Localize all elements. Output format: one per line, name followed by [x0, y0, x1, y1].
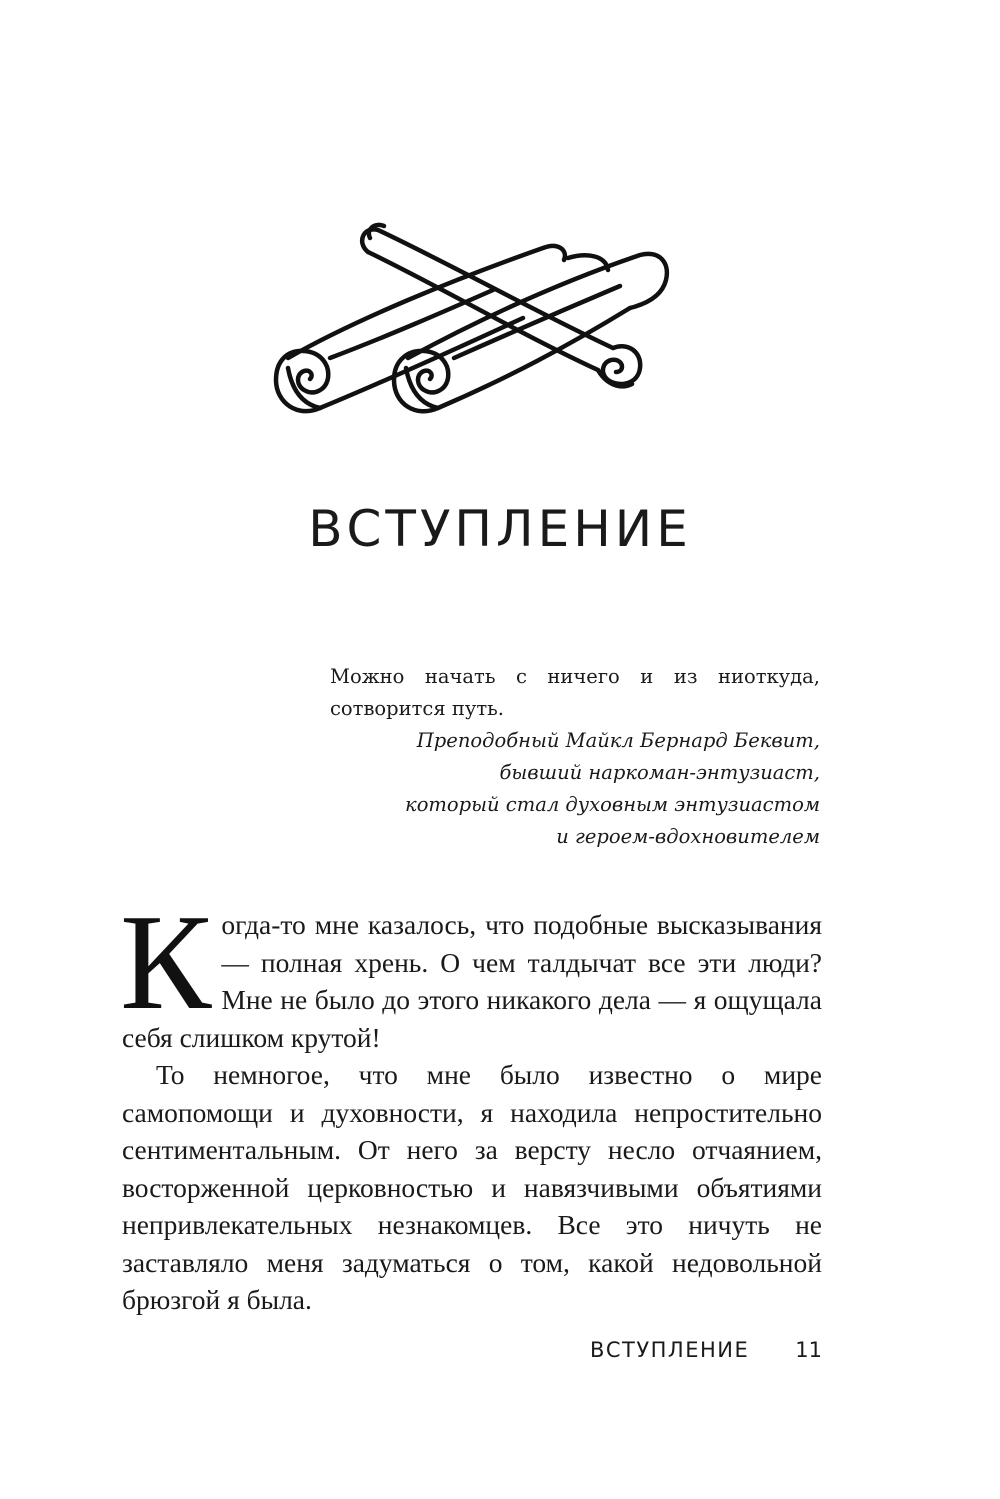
epigraph-attribution-line: Преподобный Майкл Бернард Беквит, — [416, 729, 820, 752]
cinnamon-sticks-icon — [268, 208, 678, 428]
epigraph — [330, 661, 820, 853]
page-number: 11 — [795, 1338, 822, 1362]
paragraph: То немногое, что мне было известно о мире самопомощи и духовности, я находила непростительно сентиментальным. От него за версту несло отчаянием, восторженной церковностью и навязчивыми объятиями непривлекательных незнакомцев. Все это ничуть не заставляло меня задуматься о том, какой недовольной брюзгой я была. — [122, 1059, 822, 1315]
body-text — [120, 886, 822, 1319]
running-title: ВСТУПЛЕНИЕ — [589, 1338, 750, 1362]
drop-cap: К — [120, 886, 212, 1038]
epigraph-quote: Можно начать с ничего и из ниоткуда, сотворится путь. — [330, 665, 820, 720]
paragraph-text: огда-то мне казалось, что подобные высказывания — полная хрень. О чем талдычат все эти люди? Мне не было до этого никакого дела — я ощущала себя слишком крутой! — [122, 909, 822, 1053]
cinnamon-stick-top — [362, 225, 640, 386]
epigraph-attribution-line: бывший наркоман-энтузиаст, — [499, 761, 820, 784]
running-footer — [0, 1338, 822, 1362]
paragraph — [120, 886, 822, 1056]
epigraph-attribution-line: и героем-вдохновителем — [556, 825, 820, 848]
epigraph-attribution-line: который стал духовным энтузиастом — [405, 793, 820, 816]
chapter-title: ВСТУПЛЕНИЕ — [308, 500, 692, 558]
epigraph-attribution — [330, 725, 820, 853]
